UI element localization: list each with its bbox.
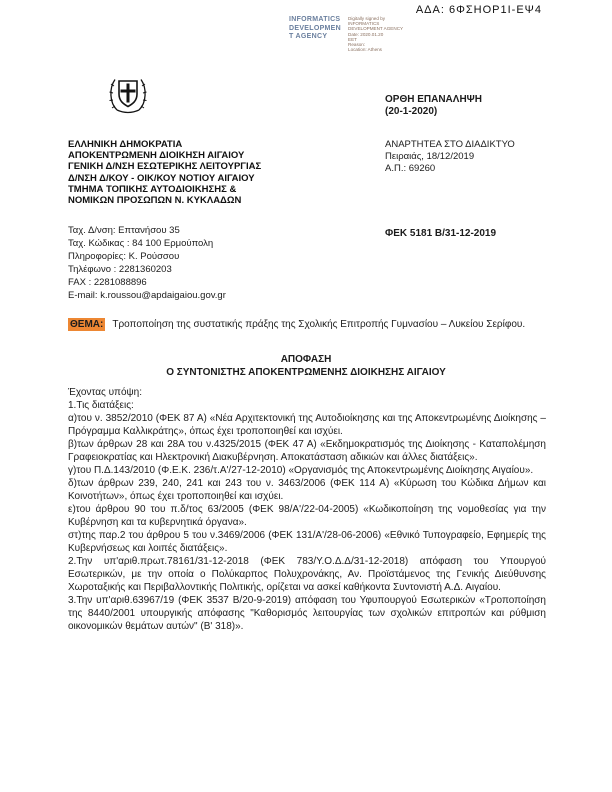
fek-reference: ΦΕΚ 5181 Β/31-12-2019 xyxy=(385,228,497,239)
contact-phone: Τηλέφωνο : 2281360203 xyxy=(68,264,172,275)
contact-fax: FAX : 2281088896 xyxy=(68,277,147,288)
contact-address: Ταχ. Δ/νση: Επτανήσου 35 xyxy=(68,225,180,236)
signature-details-line: Digitally signed by xyxy=(348,16,386,21)
signature-agency-line: T AGENCY xyxy=(289,33,328,40)
decision-title: ΑΠΟΦΑΣΗ xyxy=(280,354,332,365)
authority-line: ΑΠΟΚΕΝΤΡΩΜΕΝΗ ΔΙΟΙΚΗΣΗ ΑΙΓΑΙΟΥ xyxy=(68,150,245,162)
anartitea-label: ΑΝΑΡΤΗΤΕΑ ΣΤΟ ΔΙΑΔΙΚΤΥΟ xyxy=(385,139,515,150)
signature-details-line: Date: 2020.01.20 xyxy=(348,31,384,37)
protocol-number: Α.Π.: 69260 xyxy=(385,163,436,174)
correct-repetition-label: ΟΡΘΗ ΕΠΑΝΑΛΗΨΗ xyxy=(385,94,482,105)
signature-details-line: EET xyxy=(348,36,357,42)
subject-label-highlighted: ΘΕΜΑ: xyxy=(70,319,104,330)
body-paragraph: ε)του άρθρου 90 του π.δ/τος 63/2005 (ΦΕΚ 98/Α'/22-04-2005) «Κωδικοποίηση της νομοθεσίας για την Κυβέρνηση και τα κυβερνητικά όργανα». xyxy=(68,504,546,528)
signature-details-line: Reason: xyxy=(348,42,366,48)
subject-line xyxy=(68,318,546,331)
contact-email: E-mail: k.roussou@apdaigaiou.gov.gr xyxy=(68,290,226,301)
contact-person: Πληροφορίες: Κ. Ρούσσου xyxy=(68,251,180,262)
body-paragraph: δ)των άρθρων 239, 240, 241 και 243 του ν. 3463/2006 (ΦΕΚ 114 Α) «Κύρωση του Κώδικα Δήμων και Κοινοτήτων», όπως έχει τροποποιηθεί και ισχύει. xyxy=(68,478,546,502)
signature-details-line: INFORMATICS xyxy=(348,21,380,27)
signature-agency-text xyxy=(289,16,341,42)
issuing-authority-block xyxy=(68,139,261,206)
decision-heading xyxy=(0,353,612,379)
body-paragraph: γ)του Π.Δ.143/2010 (Φ.Ε.Κ. 236/τ.Α'/27-12-2010) «Οργανισμός της Αποκεντρωμένης Διοίκησης Αιγαίου». xyxy=(68,465,534,476)
body-paragraph: 2.Την υπ'αριθ.πρωτ.78161/31-12-2018 (ΦΕΚ 783/Υ.Ο.Δ.Δ/31-12-2018) απόφαση του Υπουργού Εσωτερικών, με την οποία ο Πολύκαρπος Πολυχρονάκης, Αν. Προϊστάμενος της Γενικής Διεύθυνσης Χωροταξικής και Περιβαλλοντικής Πολιτικής, ορίζεται να ασκεί καθήκοντα Συντονιστή Α.Δ. Αιγαίου. xyxy=(68,556,546,593)
digital-signature-stamp xyxy=(289,16,464,52)
decision-body xyxy=(68,386,546,633)
contact-postal-code: Ταχ. Κώδικας : 84 100 Ερμούπολη xyxy=(68,238,214,249)
body-paragraph: β)των άρθρων 28 και 28Α του ν.4325/2015 (ΦΕΚ 47 Α) «Εκδημοκρατισμός της Διοίκησης - Καταπολέμηση Γραφειοκρατίας και Ηλεκτρονική Διακυβέρνηση. Αποκατάσταση αδικιών και άλλες διατάξεις». xyxy=(68,439,546,463)
body-intro-line: 1.Τις διατάξεις: xyxy=(68,400,134,411)
authority-line: ΕΛΛΗΝΙΚΗ ΔΗΜΟΚΡΑΤΙΑ xyxy=(68,139,183,150)
ada-code: ΑΔΑ: 6ΦΣΗΟΡ1Ι-ΕΨ4 xyxy=(415,4,542,16)
body-intro-line: Έχοντας υπόψη: xyxy=(68,387,142,398)
authority-line: ΤΜΗΜΑ ΤΟΠΙΚΗΣ ΑΥΤΟΔΙΟΙΚΗΣΗΣ & xyxy=(68,183,237,195)
contact-info-block xyxy=(68,224,226,302)
body-paragraph: α)του ν. 3852/2010 (ΦΕΚ 87 Α) «Νέα Αρχιτεκτονική της Αυτοδιοίκησης και της Αποκεντρωμένης Διοίκησης – Πρόγραμμα Καλλικράτης», όπως έχει τροποποιηθεί και ισχύει. xyxy=(68,413,546,437)
hellenic-coat-of-arms-icon xyxy=(106,74,150,120)
signature-details-line: DEVELOPMENT AGENCY xyxy=(348,26,404,32)
document-meta-block xyxy=(385,94,555,175)
body-paragraph: στ)της παρ.2 του άρθρου 5 του ν.3469/2006 (ΦΕΚ 131/Α'/28-06-2006) «Εθνικό Τυπογραφείο, Εφημερίς της Κυβερνήσεως και λοιπές διατάξεις». xyxy=(68,530,546,554)
signature-agency-line: INFORMATICS xyxy=(289,16,341,23)
signature-details-line: Location: Athens xyxy=(348,47,382,53)
signature-details-text xyxy=(348,16,403,52)
authority-line: Δ/ΝΣΗ Δ/ΚΟΥ - ΟΙΚ/ΚΟΥ ΝΟΤΙΟΥ ΑΙΓΑΙΟΥ xyxy=(68,172,255,184)
correct-repetition-date: (20-1-2020) xyxy=(385,106,438,117)
place-and-date: Πειραιάς, 18/12/2019 xyxy=(385,151,475,162)
authority-line: ΝΟΜΙΚΩΝ ΠΡΟΣΩΠΩΝ Ν. ΚΥΚΛΑΔΩΝ xyxy=(68,195,242,207)
subject-text: Τροποποίηση της συστατικής πράξης της Σχολικής Επιτροπής Γυμνασίου – Λυκείου Σερίφου. xyxy=(112,319,526,330)
signature-agency-line: DEVELOPMEN xyxy=(289,24,342,32)
authority-line: ΓΕΝΙΚΗ Δ/ΝΣΗ ΕΣΩΤΕΡΙΚΗΣ ΛΕΙΤΟΥΡΓΙΑΣ xyxy=(68,161,262,173)
decision-subtitle: Ο ΣΥΝΤΟΝΙΣΤΗΣ ΑΠΟΚΕΝΤΡΩΜΕΝΗΣ ΔΙΟΙΚΗΣΗΣ ΑΙΓΑΙΟΥ xyxy=(166,367,446,378)
body-paragraph: 3.Την υπ'αριθ.63967/19 (ΦΕΚ 3537 Β/20-9-2019) απόφαση του Υφυπουργού Εσωτερικών «Τροποποίηση της 8440/2001 υπουργικής απόφασης "Καθορισμός λειτουργίας των σχολικών επιτροπών και ρύθμιση οικονομικών θεμάτων αυτών" (Β' 318)». xyxy=(68,595,546,632)
